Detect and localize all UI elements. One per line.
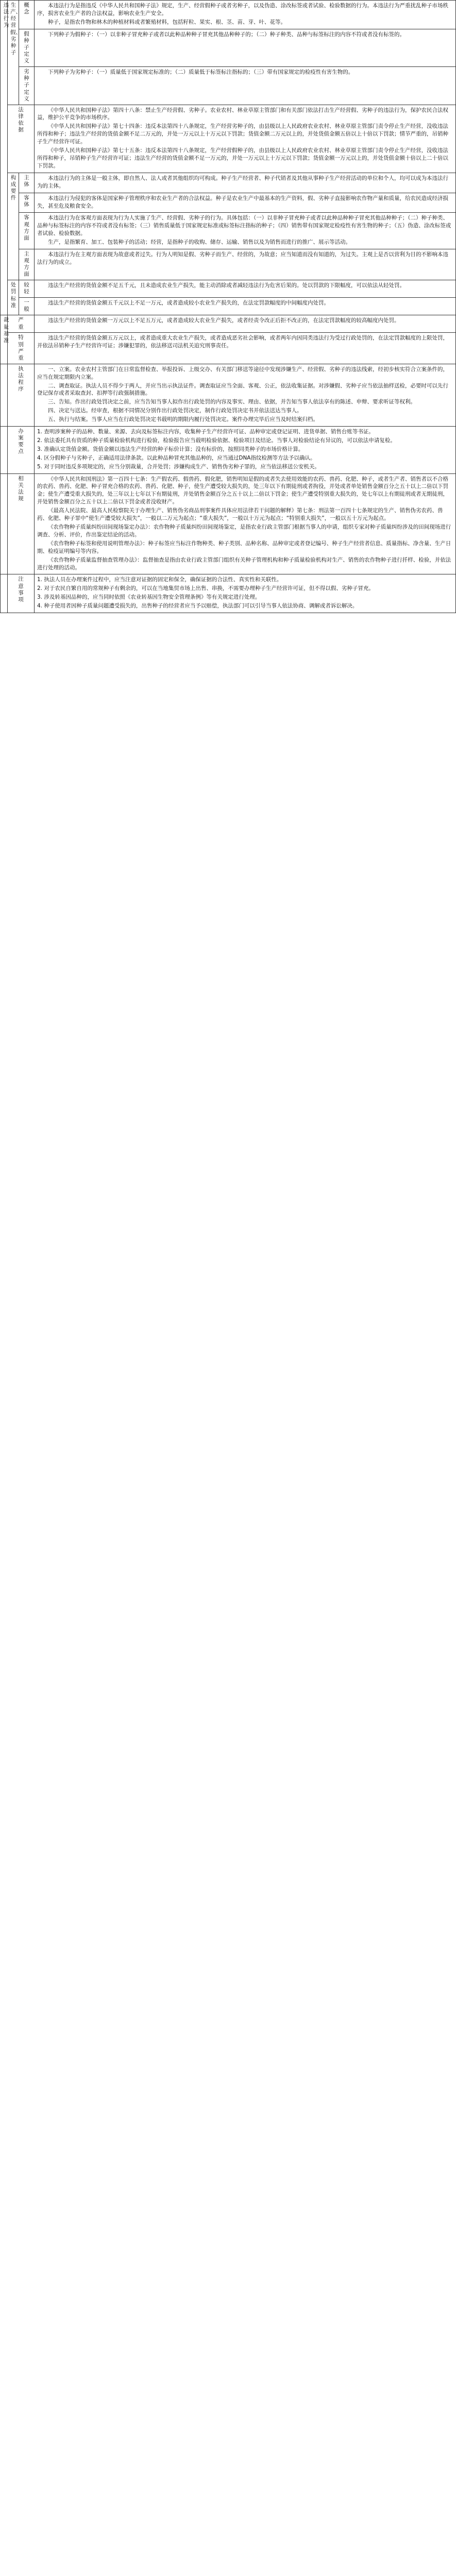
procedure-paragraph: 一、立案。农业农村主管部门在日常监督检查、举报投诉、上级交办、有关部门移送等途径中发现涉嫌生产、经营假、劣种子的违法线索，经初步核实符合立案条件的，应当在规定期限内立案。 xyxy=(37,366,448,380)
legal-basis-paragraph: 《中华人民共和国种子法》第七十五条：违反本法第四十八条规定，生产经营假种子的，由县级以上人民政府农业农村、林业草原主管部门责令停止生产经营，没收违法所得和种子，吊销种子生产经营许可证；违法生产经营的货值金额不足一万元的，并处一万元以上十万元以下罚款；货值金额一万元以上的，并处货值金额十倍以上二十倍以下罚款。 xyxy=(37,147,448,169)
label-object: 客体 xyxy=(19,193,35,213)
case-paragraph: 1. 查明涉案种子的品种、数量、来源、去向及标签标注内容，收集种子生产经营许可证、品种审定或登记证明、进货单据、销售台账等书证。 xyxy=(37,429,374,435)
label-serious: 严重 xyxy=(8,315,35,333)
row-object xyxy=(1,193,456,213)
case-handling-content xyxy=(35,427,456,474)
label-heavy: 特别严重 xyxy=(8,333,35,364)
procedure-content xyxy=(35,364,456,426)
label-case-handling: 办案要点 xyxy=(8,427,35,474)
related-paragraph: 《最高人民法院、最高人民检察院关于办理生产、销售伪劣商品刑事案件具体应用法律若干问题的解释》第七条：刑法第一百四十七条规定的生产、销售伪劣农药、兽药、化肥、种子罪中“使生产遭受较大损失”，一般以二万元为起点；“重大损失”，一般以十万元为起点；“特别重大损失”，一般以五十万元为起点。 xyxy=(37,507,443,522)
label-procedure-side xyxy=(1,364,8,426)
discretion-heavy-content xyxy=(35,333,456,364)
label-inferior-seed: 劣种子定义 xyxy=(19,67,35,105)
procedure-paragraph: 五、执行与结案。当事人应当在行政处罚决定书载明的期限内履行处罚决定。案件办理完毕后应当及时结案归档。 xyxy=(48,416,318,423)
label-general: 一般 xyxy=(19,298,35,315)
discretion-light-content xyxy=(35,280,456,298)
legal-basis-paragraph: 《中华人民共和国种子法》第四十八条：禁止生产经营假、劣种子。农业农村、林业草原主管部门和有关部门依法打击生产经营假、劣种子的违法行为，保护农民合法权益，维护公平竞争的市场秩序。 xyxy=(37,107,448,121)
label-penalty: 处罚标准 xyxy=(8,280,19,315)
note-paragraph: 3. 涉及转基因品种的，应当同时依照《农业转基因生物安全管理条例》等有关规定进行处理。 xyxy=(37,594,261,601)
row-case-handling xyxy=(1,427,456,474)
row-concept xyxy=(1,1,456,29)
label-light: 较轻 xyxy=(19,280,35,298)
label-objective: 客观方面 xyxy=(19,213,35,249)
label-related: 相关法规 xyxy=(8,473,35,574)
document xyxy=(0,0,456,613)
label-constitutive: 构成要件 xyxy=(8,173,19,280)
label-subject: 主体 xyxy=(19,173,35,193)
procedure-paragraph: 三、告知。作出行政处罚决定之前，应当告知当事人拟作出行政处罚的内容及事实、理由、依据，并告知当事人依法享有的陈述、申辩、要求听证等权利。 xyxy=(48,399,416,405)
discretion-paragraph: 违法生产经营的货值金额五万元以上，或者造成重大农业生产损失，或者造成恶劣社会影响，或者两年内因同类违法行为受过行政处罚的，在法定罚款幅度的上限处罚，并依法吊销种子生产经营许可证；涉嫌犯罪的，依法移送司法机关追究刑事责任。 xyxy=(37,335,448,349)
subjective-paragraph: 本违法行为在主观方面表现为故意或者过失。行为人明知是假、劣种子而生产、经营的，为故意；应当知道而没有知道的，为过失。主观上是否以营利为目的不影响本违法行为的成立。 xyxy=(37,251,448,265)
label-false-seed: 假种子定义 xyxy=(19,29,35,66)
row-discretion-light xyxy=(1,280,456,298)
row-legal-basis xyxy=(1,105,456,173)
related-paragraph: 《农作物种子标签和使用说明管理办法》：种子标签应当标注作物种类、种子类别、品种名称、品种审定或者登记编号、种子生产经营者信息、质量指标、净含量、生产日期、检疫证明编号等内容。 xyxy=(37,540,451,554)
related-content xyxy=(35,473,456,574)
discretion-paragraph: 违法生产经营的货值金额一万元以上不足五万元，或者造成较大农业生产损失，或者经责令改正后拒不改正的，在法定罚款幅度的较高幅度内处罚。 xyxy=(48,317,400,324)
row-notes xyxy=(1,574,456,613)
label-definition: 概念 xyxy=(19,1,35,29)
case-paragraph: 2. 依法委托具有资质的种子质量检验机构进行检验，检验报告应当载明检验依据、检验项目及结论。当事人对检验结论有异议的，可以依法申请复检。 xyxy=(37,437,396,444)
label-subjective: 主观方面 xyxy=(19,249,35,280)
case-paragraph: 5. 对于同时违反多项规定的，应当分别裁量，合并处罚；涉嫌构成生产、销售伪劣种子罪的，应当依法移送公安机关。 xyxy=(37,463,320,470)
objective-paragraph: 本违法行为在客观方面表现为行为人实施了生产、经营假、劣种子的行为。具体包括：（一）以非种子冒充种子或者以此种品种种子冒充其他品种种子；（二）种子种类、品种与标签标注的内容不符或者没有标签；（三）销售质量低于国家规定标准或标签标注指标的种子；（四）销售带有国家规定检疫性有害生物的种子；（五）伪造、涂改标签或者试验、检验数据。 xyxy=(37,215,451,237)
inferior-seed-content xyxy=(35,67,456,105)
legal-basis-content xyxy=(35,105,456,173)
row-related xyxy=(1,473,456,574)
case-paragraph: 3. 准确认定货值金额。货值金额以违法生产经营的种子标价计算；没有标价的，按照同类种子的市场价格计算。 xyxy=(37,446,304,452)
row-discretion-general xyxy=(1,298,456,315)
related-paragraph: 《农作物种子质量监督抽查管理办法》：监督抽查是指由农业行政主管部门组织有关种子管理机构和种子质量检验机构对生产、销售的农作物种子进行扦样、检验，并依法进行处理的活动。 xyxy=(37,556,451,571)
subject-content xyxy=(35,173,456,193)
objective-paragraph: 生产，是指繁育、加工、包装种子的活动；经营，是指种子的收购、储存、运输、销售以及为销售而进行的推广、展示等活动。 xyxy=(48,239,351,246)
label-note-side xyxy=(1,574,8,613)
label-note: 注意事项 xyxy=(8,574,35,613)
related-paragraph: 《中华人民共和国刑法》第一百四十七条：生产假农药、假兽药、假化肥，销售明知是假的或者失去使用效能的农药、兽药、化肥、种子，或者生产者、销售者以不合格的农药、兽药、化肥、种子冒充合格的农药、兽药、化肥、种子，使生产遭受较大损失的，处三年以下有期徒刑或者拘役，并处或者单处销售金额百分之五十以上二倍以下罚金；使生产遭受重大损失的，处三年以上七年以下有期徒刑，并处销售金额百分之五十以上二倍以下罚金；使生产遭受特别重大损失的，处七年以上有期徒刑或者无期徒刑，并处销售金额百分之五十以上二倍以下罚金或者没收财产。 xyxy=(37,476,448,505)
label-case-side xyxy=(1,427,8,474)
note-paragraph: 1. 执法人员在办理案件过程中，应当注意对证据的固定和保全，确保证据的合法性、真实性和关联性。 xyxy=(37,577,282,583)
label-procedure: 执法程序 xyxy=(8,364,35,426)
objective-content xyxy=(35,213,456,249)
case-paragraph: 4. 区分假种子与劣种子，正确适用法律条款。以此种品种冒充其他品种的，应当通过DNA指纹检测等方法予以确认。 xyxy=(37,454,316,461)
inferior-seed-paragraph: 下列种子为劣种子：（一）质量低于国家规定标准的；（二）质量低于标签标注指标的；（三）带有国家规定的检疫性有害生物的。 xyxy=(48,69,354,76)
label-main: 违法行为 xyxy=(1,1,8,315)
row-subject xyxy=(1,173,456,193)
procedure-paragraph: 四、决定与送达。经审查，根据不同情况分别作出行政处罚决定，制作行政处罚决定书并依法送达当事人。 xyxy=(48,408,302,414)
label-related-side xyxy=(1,473,8,574)
false-seed-paragraph: 下列种子为假种子：（一）以非种子冒充种子或者以此种品种种子冒充其他品种种子的；（二）种子种类、品种与标签标注的内容不符或者没有标签的。 xyxy=(48,31,405,38)
enforcement-table xyxy=(0,0,456,613)
row-procedure xyxy=(1,364,456,426)
discretion-general-content xyxy=(35,298,456,315)
label-legal-basis: 法律依据 xyxy=(8,105,35,173)
discretion-paragraph: 违法生产经营的货值金额不足五千元，且未造成农业生产损失，能主动消除或者减轻违法行为危害后果的。处以罚款的下限幅度，可以依法从轻处罚。 xyxy=(48,282,405,289)
row-discretion-serious xyxy=(1,315,456,333)
false-seed-content xyxy=(35,29,456,66)
procedure-paragraph: 二、调查取证。执法人员不得少于两人，并应当出示执法证件。调查取证应当全面、客观、公正，依法收集证据。对涉嫌假、劣种子应当依法抽样送检，必要时可以先行登记保存或者采取查封、扣押等行政强制措施。 xyxy=(37,382,448,397)
subjective-content xyxy=(35,249,456,280)
object-paragraph: 本违法行为侵犯的客体是国家种子管理秩序和农业生产者的合法权益。种子是农业生产中最基本的生产资料，假、劣种子直接影响农作物产量和质量，给农民造成经济损失，甚至危及粮食安全。 xyxy=(37,195,448,209)
notes-content xyxy=(35,574,456,613)
subject-paragraph: 本违法行为的主体是一般主体，即自然人、法人或者其他组织均可构成。种子生产经营者、种子代销者及其他从事种子生产经营活动的单位和个人，均可以成为本违法行为的主体。 xyxy=(37,175,448,189)
object-content xyxy=(35,193,456,213)
discretion-serious-content xyxy=(35,315,456,333)
concept-paragraph: 种子，是指农作物和林木的种植材料或者繁殖材料，包括籽粒、果实、根、茎、苗、芽、叶、花等。 xyxy=(48,19,286,25)
legal-basis-paragraph: 《中华人民共和国种子法》第七十四条：违反本法第四十八条规定，生产经营劣种子的，由县级以上人民政府农业农村、林业草原主管部门责令停止生产经营，没收违法所得和种子；违法生产经营的货值金额不足二万元的，并处一万元以上十万元以下罚款；货值金额二万元以上的，并处货值金额五倍以上十倍以下罚款；情节严重的，吊销种子生产经营许可证。 xyxy=(37,123,448,145)
row-false-seed xyxy=(1,29,456,66)
related-paragraph: 《农作物种子质量纠纷田间现场鉴定办法》：农作物种子质量纠纷田间现场鉴定，是指农业行政主管部门根据当事人的申请，组织专家对种子质量纠纷涉及的田间现场进行调查、分析、评价，作出鉴定结论的活动。 xyxy=(37,524,451,538)
row-inferior-seed xyxy=(1,67,456,105)
discretion-paragraph: 违法生产经营的货值金额五千元以上不足一万元，或者造成较小农业生产损失的，在法定罚款幅度的中间幅度内处罚。 xyxy=(48,300,329,307)
row-discretion-heavy xyxy=(1,333,456,364)
concept-content xyxy=(35,1,456,29)
note-paragraph: 4. 种子使用者因种子质量问题遭受损失的，出售种子的经营者应当予以赔偿，执法部门可以引导当事人依法协商、调解或者诉讼解决。 xyxy=(37,603,358,609)
label-discretion: 裁量基准 xyxy=(1,315,8,364)
concept-paragraph: 本违法行为是指违反《中华人民共和国种子法》规定，生产、经营假种子或者劣种子，以及伪造、涂改标签或者试验、检验数据的行为。本违法行为严重扰乱种子市场秩序，损害农业生产者的合法权益，影响农业生产安全。 xyxy=(37,3,448,16)
row-subjective xyxy=(1,249,456,280)
note-paragraph: 2. 对于农民自繁自用的常规种子有剩余的，可以在当地集贸市场上出售、串换，不需要办理种子生产经营许可证，但不得以假、劣种子冒充。 xyxy=(37,585,374,592)
row-objective xyxy=(1,213,456,249)
label-illegal-product: 生产、经营假、劣种子 xyxy=(8,1,19,105)
